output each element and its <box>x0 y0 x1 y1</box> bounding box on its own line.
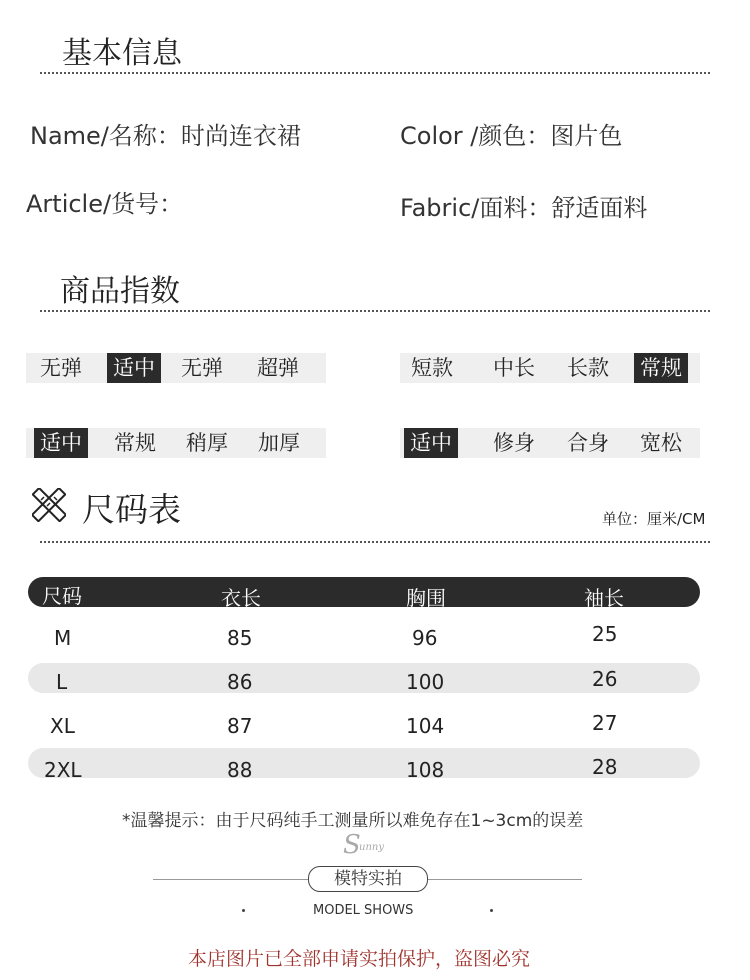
index-option-selected: 适中 <box>34 428 88 458</box>
divider <box>40 310 710 312</box>
table-cell: 25 <box>592 622 618 646</box>
logo-text: unny <box>359 842 384 853</box>
header-cell: 胸围 <box>406 586 446 610</box>
bullet-dot <box>242 909 245 912</box>
bullet-dot <box>490 909 493 912</box>
color-field: Color /颜色：图片色 <box>400 122 623 150</box>
table-cell: 87 <box>227 714 253 738</box>
unit-label: 单位：厘米/CM <box>602 510 706 528</box>
index-option: 加厚 <box>258 431 300 455</box>
index-option: 无弹 <box>181 356 223 380</box>
index-option: 稍厚 <box>186 431 228 455</box>
fabric-field: Fabric/面料：舒适面料 <box>400 194 648 222</box>
index-bar-elasticity <box>26 353 326 383</box>
index-title: 商品指数 <box>60 274 180 309</box>
size-tip: *温馨提示：由于尺码纯手工测量所以难免存在1~3cm的误差 <box>122 811 584 831</box>
table-cell: 28 <box>592 755 618 779</box>
sunny-logo: S unny <box>343 830 384 860</box>
table-cell: 100 <box>406 670 445 694</box>
table-cell: 88 <box>227 758 253 782</box>
index-option: 修身 <box>493 431 535 455</box>
table-cell: L <box>56 670 68 694</box>
table-cell: M <box>54 626 72 650</box>
table-cell: 104 <box>406 714 445 738</box>
divider <box>40 72 710 74</box>
index-option: 超弹 <box>257 356 299 380</box>
index-bar-length <box>400 353 700 383</box>
table-cell: 2XL <box>44 758 82 782</box>
basic-info-title: 基本信息 <box>62 36 182 71</box>
divider <box>40 541 710 543</box>
index-option-selected: 常规 <box>634 353 688 383</box>
index-option: 中长 <box>493 356 535 380</box>
table-cell: XL <box>50 714 75 738</box>
index-option: 宽松 <box>640 431 682 455</box>
index-option: 短款 <box>411 356 453 380</box>
ruler-cross-icon <box>32 488 66 522</box>
name-field: Name/名称：时尚连衣裙 <box>30 122 301 150</box>
table-cell: 85 <box>227 626 253 650</box>
size-chart-title: 尺码表 <box>82 490 181 529</box>
index-option: 无弹 <box>40 356 82 380</box>
divider <box>153 879 309 880</box>
index-option: 合身 <box>567 431 609 455</box>
model-shows-label: 模特实拍 <box>308 866 428 892</box>
table-cell: 27 <box>592 711 618 735</box>
index-bar-thickness <box>26 428 326 458</box>
index-option: 常规 <box>114 431 156 455</box>
divider <box>426 879 582 880</box>
table-cell: 108 <box>406 758 445 782</box>
table-cell: 86 <box>227 670 253 694</box>
table-cell: 96 <box>412 626 438 650</box>
index-bar-fit <box>400 428 700 458</box>
table-cell: 26 <box>592 667 618 691</box>
model-shows-caption: MODEL SHOWS <box>313 903 414 918</box>
article-field: Article/货号： <box>26 190 184 218</box>
header-cell: 衣长 <box>221 586 261 610</box>
header-cell: 尺码 <box>42 584 82 608</box>
copyright-notice: 本店图片已全部申请实拍保护，盗图必究 <box>188 948 531 970</box>
index-option-selected: 适中 <box>404 428 458 458</box>
header-cell: 袖长 <box>584 586 624 610</box>
index-option-selected: 适中 <box>107 353 161 383</box>
index-option: 长款 <box>567 356 609 380</box>
